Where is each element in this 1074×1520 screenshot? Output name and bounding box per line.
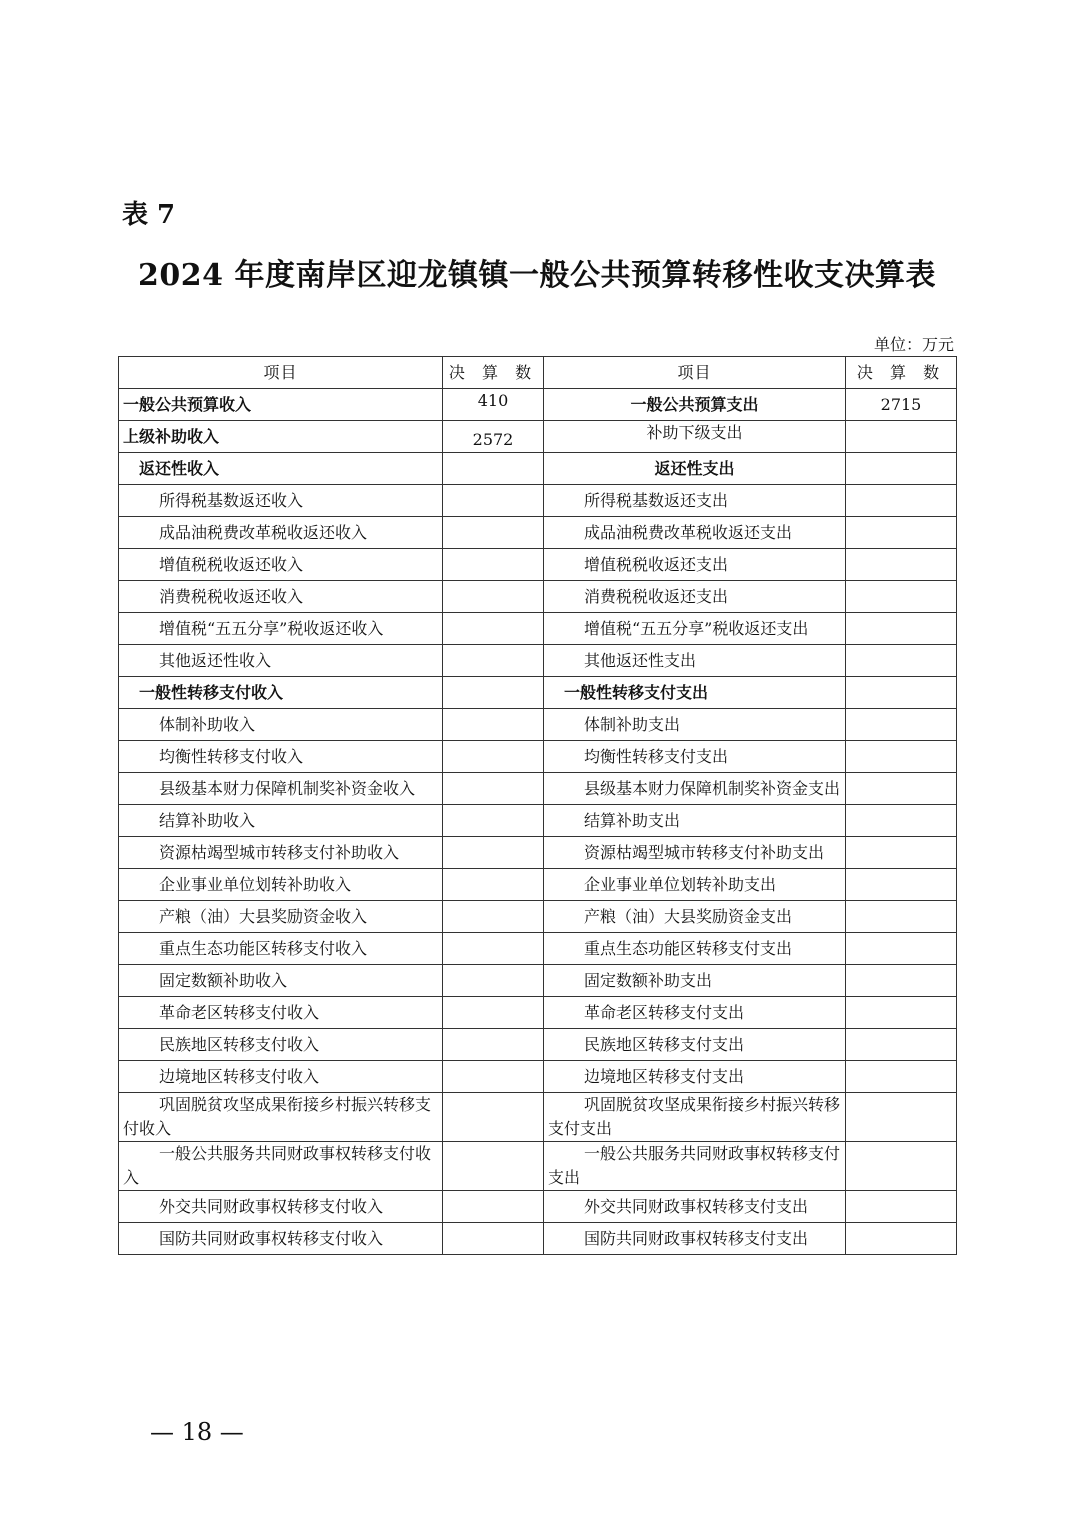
row-label-left: 均衡性转移支付收入	[119, 741, 443, 773]
row-value-right	[846, 645, 957, 677]
row-label-left: 体制补助收入	[119, 709, 443, 741]
table-row	[119, 1061, 957, 1093]
row-value-left	[443, 645, 544, 677]
row-value-right	[846, 677, 957, 709]
transfer-table	[118, 356, 957, 1255]
row-value-right	[846, 1142, 957, 1191]
unit-label: 单位：万元	[873, 335, 954, 354]
row-label-left: 革命老区转移支付收入	[119, 997, 443, 1029]
row-label-right: 国防共同财政事权转移支付支出	[544, 1223, 846, 1255]
row-value-right	[846, 1061, 957, 1093]
row-value-left	[443, 837, 544, 869]
row-label-left: 产粮（油）大县奖励资金收入	[119, 901, 443, 933]
row-value-left	[443, 581, 544, 613]
row-label-left: 固定数额补助收入	[119, 965, 443, 997]
row-value-right	[846, 869, 957, 901]
table-row	[119, 901, 957, 933]
row-label-right: 边境地区转移支付支出	[544, 1061, 846, 1093]
row-label-right: 重点生态功能区转移支付支出	[544, 933, 846, 965]
row-label-left: 资源枯竭型城市转移支付补助收入	[119, 837, 443, 869]
row-value-left	[443, 1142, 544, 1191]
table-row	[119, 421, 957, 453]
row-value-left	[443, 709, 544, 741]
row-value-right	[846, 901, 957, 933]
table-row	[119, 741, 957, 773]
row-value-left	[443, 933, 544, 965]
row-label-right: 成品油税费改革税收返还支出	[544, 517, 846, 549]
table-row	[119, 581, 957, 613]
row-value-left	[443, 1191, 544, 1223]
row-label-left: 结算补助收入	[119, 805, 443, 837]
row-value-left	[443, 485, 544, 517]
row-value-left	[443, 1223, 544, 1255]
row-value-right	[846, 485, 957, 517]
row-value-right	[846, 1029, 957, 1061]
table-row	[119, 613, 957, 645]
row-value-right	[846, 741, 957, 773]
table-row	[119, 1093, 957, 1142]
table-row	[119, 933, 957, 965]
row-value-right	[846, 837, 957, 869]
page-number: — 18 —	[150, 1418, 244, 1446]
row-label-right: 体制补助支出	[544, 709, 846, 741]
row-label-right: 增值税“五五分享”税收返还支出	[544, 613, 846, 645]
row-value-left	[443, 1061, 544, 1093]
row-value-right	[846, 581, 957, 613]
row-value-left	[443, 901, 544, 933]
row-value-left	[443, 997, 544, 1029]
row-label-right: 增值税税收返还支出	[544, 549, 846, 581]
row-value-right	[846, 1191, 957, 1223]
table-row	[119, 869, 957, 901]
row-value-right	[846, 549, 957, 581]
row-value-left	[443, 773, 544, 805]
row-value-right	[846, 965, 957, 997]
row-label-right: 返还性支出	[544, 453, 846, 485]
row-value-right	[846, 421, 957, 453]
table-row	[119, 1191, 957, 1223]
row-value-right	[846, 1223, 957, 1255]
table-row	[119, 805, 957, 837]
row-value-left	[443, 677, 544, 709]
row-value-left	[443, 517, 544, 549]
row-label-left: 民族地区转移支付收入	[119, 1029, 443, 1061]
row-label-right: 革命老区转移支付支出	[544, 997, 846, 1029]
table-row	[119, 645, 957, 677]
row-label-left: 边境地区转移支付收入	[119, 1061, 443, 1093]
row-value-left	[443, 549, 544, 581]
row-label-left: 一般公共服务共同财政事权转移支付收入	[119, 1142, 443, 1191]
row-label-right: 补助下级支出	[544, 421, 846, 453]
row-value-left: 2572	[443, 421, 544, 453]
row-label-left: 外交共同财政事权转移支付收入	[119, 1191, 443, 1223]
row-label-left: 一般性转移支付收入	[119, 677, 443, 709]
row-value-left	[443, 805, 544, 837]
table-row	[119, 517, 957, 549]
row-label-right: 资源枯竭型城市转移支付补助支出	[544, 837, 846, 869]
row-value-left	[443, 453, 544, 485]
row-label-right: 其他返还性支出	[544, 645, 846, 677]
row-label-right: 消费税税收返还支出	[544, 581, 846, 613]
row-label-right: 均衡性转移支付支出	[544, 741, 846, 773]
row-label-right: 一般性转移支付支出	[544, 677, 846, 709]
row-label-right: 一般公共预算支出	[544, 389, 846, 421]
row-label-left: 所得税基数返还收入	[119, 485, 443, 517]
table-row	[119, 837, 957, 869]
row-value-right	[846, 933, 957, 965]
table-row	[119, 389, 957, 421]
page-title: 2024 年度南岸区迎龙镇镇一般公共预算转移性收支决算表	[138, 258, 936, 293]
table-row	[119, 965, 957, 997]
row-value-left	[443, 741, 544, 773]
row-label-left: 县级基本财力保障机制奖补资金收入	[119, 773, 443, 805]
row-value-left	[443, 965, 544, 997]
row-label-left: 重点生态功能区转移支付收入	[119, 933, 443, 965]
row-label-right: 一般公共服务共同财政事权转移支付支出	[544, 1142, 846, 1191]
row-label-right: 结算补助支出	[544, 805, 846, 837]
table-row	[119, 677, 957, 709]
table-row	[119, 709, 957, 741]
row-value-right	[846, 1093, 957, 1142]
row-value-left	[443, 1093, 544, 1142]
row-value-right	[846, 805, 957, 837]
table-row	[119, 997, 957, 1029]
row-label-right: 外交共同财政事权转移支付支出	[544, 1191, 846, 1223]
row-label-left: 其他返还性收入	[119, 645, 443, 677]
row-label-right: 县级基本财力保障机制奖补资金支出	[544, 773, 846, 805]
row-label-right: 固定数额补助支出	[544, 965, 846, 997]
row-label-left: 国防共同财政事权转移支付收入	[119, 1223, 443, 1255]
row-label-left: 企业事业单位划转补助收入	[119, 869, 443, 901]
header-item-left: 项目	[119, 357, 443, 389]
row-label-left: 消费税税收返还收入	[119, 581, 443, 613]
row-value-left: 410	[443, 389, 544, 421]
row-label-left: 增值税“五五分享”税收返还收入	[119, 613, 443, 645]
row-label-left: 返还性收入	[119, 453, 443, 485]
row-value-right	[846, 517, 957, 549]
table-row	[119, 453, 957, 485]
table-row	[119, 485, 957, 517]
row-value-left	[443, 869, 544, 901]
row-value-right	[846, 453, 957, 485]
row-label-left: 成品油税费改革税收返还收入	[119, 517, 443, 549]
row-value-left	[443, 613, 544, 645]
table-row	[119, 549, 957, 581]
row-value-right	[846, 997, 957, 1029]
row-label-right: 产粮（油）大县奖励资金支出	[544, 901, 846, 933]
row-value-right: 2715	[846, 389, 957, 421]
row-value-right	[846, 709, 957, 741]
row-label-right: 巩固脱贫攻坚成果衔接乡村振兴转移支付支出	[544, 1093, 846, 1142]
table-row	[119, 1223, 957, 1255]
row-value-right	[846, 613, 957, 645]
header-amount-left: 决 算 数	[443, 357, 544, 389]
row-label-right: 民族地区转移支付支出	[544, 1029, 846, 1061]
table-row	[119, 1029, 957, 1061]
row-value-right	[846, 773, 957, 805]
row-label-right: 所得税基数返还支出	[544, 485, 846, 517]
row-label-left: 增值税税收返还收入	[119, 549, 443, 581]
header-amount-right: 决 算 数	[846, 357, 957, 389]
table-header-row	[119, 357, 957, 389]
table-row	[119, 773, 957, 805]
row-label-left: 上级补助收入	[119, 421, 443, 453]
row-label-left: 一般公共预算收入	[119, 389, 443, 421]
table-number: 表 7	[122, 200, 176, 230]
row-value-left	[443, 1029, 544, 1061]
row-label-left: 巩固脱贫攻坚成果衔接乡村振兴转移支付收入	[119, 1093, 443, 1142]
header-item-right: 项目	[544, 357, 846, 389]
table-row	[119, 1142, 957, 1191]
row-label-right: 企业事业单位划转补助支出	[544, 869, 846, 901]
